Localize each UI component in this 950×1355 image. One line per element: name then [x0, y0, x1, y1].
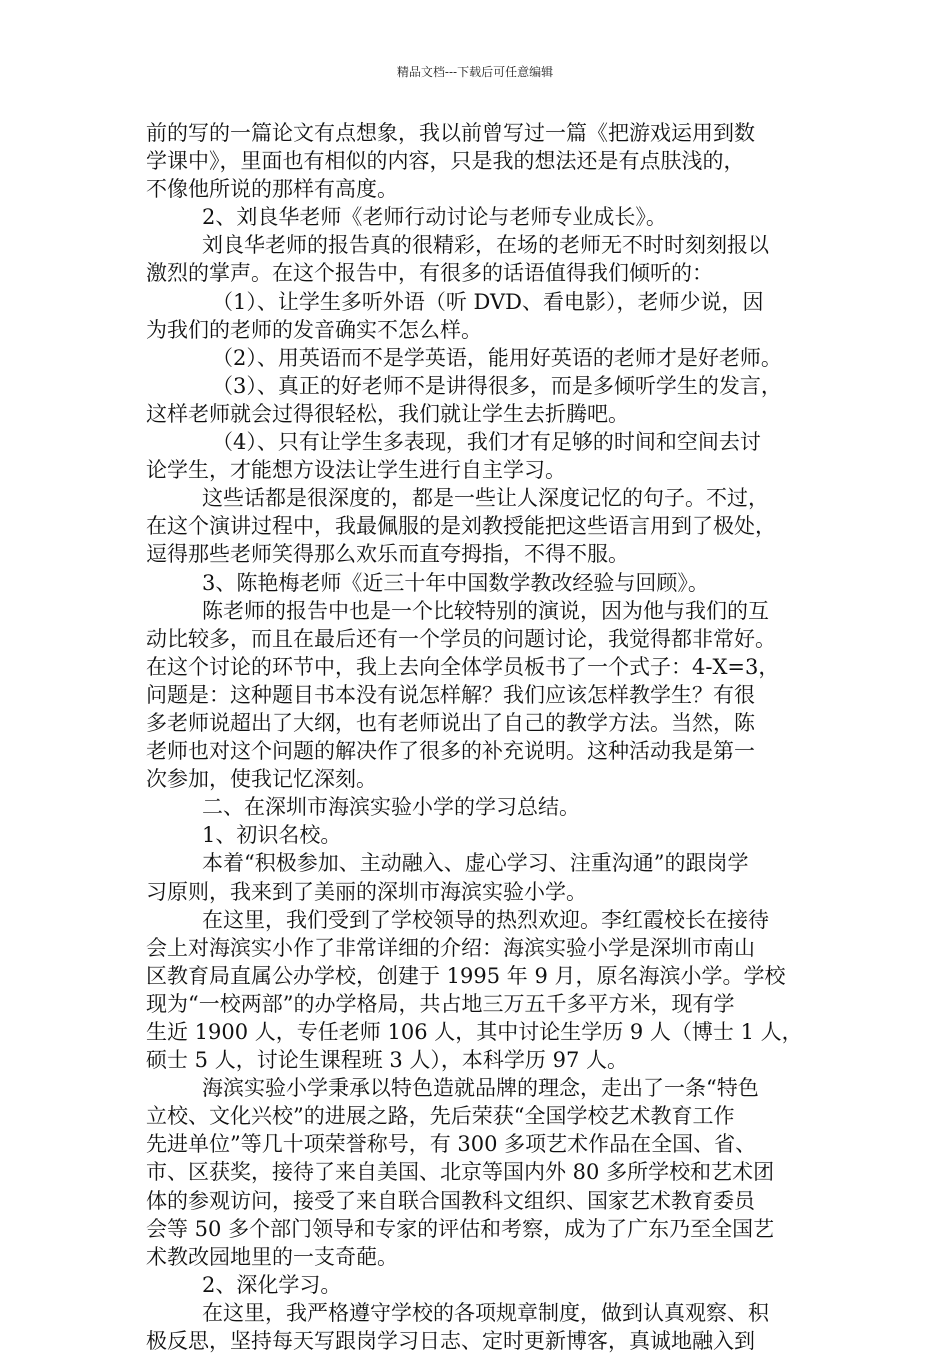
- text-line: 立校、文化兴校”的进展之路，先后荣获“全国学校艺术教育工作: [146, 1104, 735, 1129]
- text-line: 2、刘良华老师《老师行动讨论与老师专业成长》。: [202, 205, 667, 230]
- text-line: 习原则，我来到了美丽的深圳市海滨实验小学。: [146, 879, 587, 904]
- text-line: 体的参观访问，接受了来自联合国教科文组织、国家艺术教育委员: [146, 1188, 755, 1213]
- text-line: 本着“积极参加、主动融入、虚心学习、注重沟通”的跟岗学: [202, 851, 749, 876]
- text-line: 不像他所说的那样有高度。: [146, 177, 398, 202]
- text-line: 学课中》，里面也有相似的内容，只是我的想法还是有点肤浅的，: [146, 149, 745, 174]
- text-line: 次参加，使我记忆深刻。: [146, 767, 377, 792]
- text-line: 在这里，我严格遵守学校的各项规章制度，做到认真观察、积: [202, 1300, 769, 1325]
- text-line: 激烈的掌声。在这个报告中，有很多的话语值得我们倾听的：: [146, 261, 713, 286]
- text-line: 陈老师的报告中也是一个比较特别的演说，因为他与我们的互: [202, 598, 769, 623]
- text-line: 这些话都是很深度的，都是一些让人深度记忆的句子。不过，: [202, 486, 769, 511]
- text-line: 2、深化学习。: [202, 1272, 342, 1297]
- text-line: 3、陈艳梅老师《近三十年中国数学教改经验与回顾》。: [202, 570, 709, 595]
- text-line: 在这个演讲过程中，我最佩服的是刘教授能把这些语言用到了极处，: [146, 514, 776, 539]
- text-line: 这样老师就会过得很轻松，我们就让学生去折腾吧。: [146, 401, 629, 426]
- text-line: 在这个讨论的环节中，我上去向全体学员板书了一个式子：4-X=3，: [146, 654, 780, 679]
- page-header: 精品文档---下载后可任意编辑: [396, 65, 554, 79]
- text-line: 动比较多，而且在最后还有一个学员的问题讨论，我觉得都非常好。: [146, 626, 776, 651]
- text-line: （1）、让学生多听外语（听 DVD、看电影），老师少说，因: [212, 289, 764, 314]
- text-line: 极反思，坚持每天写跟岗学习日志、定时更新博客，真诚地融入到: [146, 1329, 755, 1354]
- text-line: （3）、真正的好老师不是讲得很多，而是多倾听学生的发言，: [212, 373, 782, 398]
- text-line: 二、在深圳市海滨实验小学的学习总结。: [202, 795, 580, 820]
- text-line: 海滨实验小学秉承以特色造就品牌的理念，走出了一条“特色: [202, 1076, 759, 1101]
- text-line: 市、区获奖，接待了来自美国、北京等国内外 80 多所学校和艺术团: [146, 1160, 775, 1185]
- text-line: 1、初识名校。: [202, 823, 342, 848]
- text-line: 前的写的一篇论文有点想象，我以前曾写过一篇《把游戏运用到数: [146, 121, 755, 145]
- text-line: 现为“一校两部”的办学格局，共占地三万五千多平方米，现有学: [146, 991, 735, 1016]
- text-line: 会等 50 多个部门领导和专家的评估和考察，成为了广东乃至全国艺: [146, 1216, 775, 1241]
- text-line: 论学生，才能想方设法让学生进行自主学习。: [146, 458, 566, 483]
- text-line: 先进单位”等几十项荣誉称号，有 300 多项艺术作品在全国、省、: [146, 1132, 757, 1157]
- text-line: 老师也对这个问题的解决作了很多的补充说明。这种活动我是第一: [146, 739, 755, 764]
- text-line: 刘良华老师的报告真的很精彩，在场的老师无不时时刻刻报以: [202, 233, 769, 258]
- text-line: 逗得那些老师笑得那么欢乐而直夸拇指，不得不服。: [146, 542, 629, 567]
- text-line: 为我们的老师的发音确实不怎么样。: [146, 317, 482, 342]
- text-line: 生近 1900 人，专任老师 106 人，其中讨论生学历 9 人（博士 1 人，: [146, 1020, 803, 1044]
- text-line: 会上对海滨实小作了非常详细的介绍：海滨实验小学是深圳市南山: [146, 935, 755, 960]
- document-body: [146, 119, 806, 1355]
- text-line: 区教育局直属公办学校，创建于 1995 年 9 月，原名海滨小学。学校: [146, 963, 786, 988]
- text-line: 问题是：这种题目书本没有说怎样解？我们应该怎样教学生？有很: [146, 682, 755, 707]
- text-line: 术教改园地里的一支奇葩。: [146, 1244, 398, 1269]
- text-line: 硕士 5 人，讨论生课程班 3 人），本科学历 97 人。: [146, 1048, 628, 1073]
- text-line: 在这里，我们受到了学校领导的热烈欢迎。李红霞校长在接待: [202, 907, 769, 932]
- text-line: （4）、只有让学生多表现，我们才有足够的时间和空间去讨: [212, 430, 761, 455]
- text-line: （2）、用英语而不是学英语，能用好英语的老师才是好老师。: [212, 345, 782, 370]
- text-line: 多老师说超出了大纲，也有老师说出了自己的教学方法。当然，陈: [146, 710, 755, 735]
